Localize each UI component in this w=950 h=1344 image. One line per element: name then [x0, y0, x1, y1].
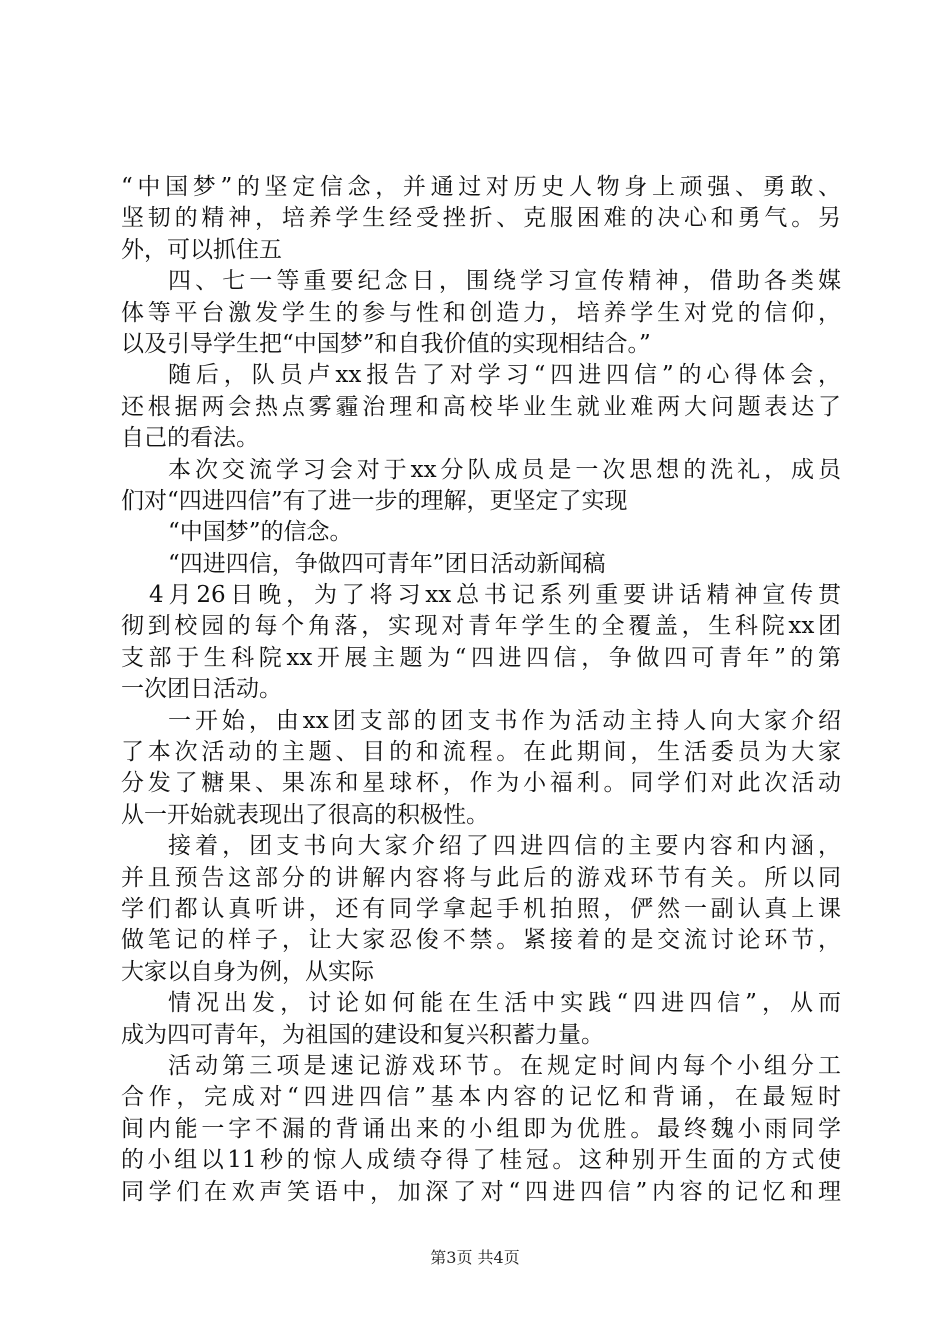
text-line: 们对“四进四信”有了进一步的理解，更坚定了实现: [121, 487, 628, 514]
text-line: 4月26日晚，为了将习xx总书记系列重要讲话精神宣传贯: [149, 582, 841, 609]
text-line: 本次交流学习会对于xx分队成员是一次思想的洗礼，成员: [168, 456, 841, 483]
text-line: 间内能一字不漏的背诵出来的小组即为优胜。最终魏小雨同学: [121, 1115, 841, 1142]
text-line: “中国梦”的信念。: [168, 519, 353, 546]
text-line: 体等平台激发学生的参与性和创造力，培养学生对党的信仰，: [121, 299, 841, 326]
text-line: “四进四信，争做四可青年”团日活动新闻稿: [168, 550, 606, 577]
page-footer: [0, 1248, 950, 1268]
text-line: 四、七一等重要纪念日，围绕学习宣传精神，借助各类媒: [168, 268, 841, 295]
text-line: 学们都认真听讲，还有同学拿起手机拍照，俨然一副认真上课: [121, 895, 841, 922]
text-line: 坚韧的精神，培养学生经受挫折、克服困难的决心和勇气。另: [121, 205, 841, 232]
text-line: 分发了糖果、果冻和星球杯，作为小福利。同学们对此次活动: [121, 770, 841, 797]
text-line: 同学们在欢声笑语中，加深了对“四进四信”内容的记忆和理: [121, 1178, 841, 1205]
text-line: 接着，团支书向大家介绍了四进四信的主要内容和内涵，: [168, 833, 841, 860]
text-line: 彻到校园的每个角落，实现对青年学生的全覆盖，生科院xx团: [121, 613, 841, 640]
text-line: 以及引导学生把“中国梦”和自我价值的实现相结合。”: [121, 330, 651, 357]
text-line: 了本次活动的主题、目的和流程。在此期间，生活委员为大家: [121, 739, 841, 766]
text-line: 并且预告这部分的讲解内容将与此后的游戏环节有关。所以同: [121, 864, 841, 891]
text-line: 情况出发，讨论如何能在生活中实践“四进四信”，从而: [168, 990, 841, 1017]
text-line: 成为四可青年，为祖国的建设和复兴积蓄力量。: [121, 1021, 604, 1048]
text-line: “中国梦”的坚定信念，并通过对历史人物身上顽强、勇敢、: [121, 174, 841, 200]
text-line: 一次团日活动。: [121, 676, 282, 703]
text-line: 的小组以11秒的惊人成绩夺得了桂冠。这种别开生面的方式使: [121, 1147, 841, 1174]
text-line: 活动第三项是速记游戏环节。在规定时间内每个小组分工: [168, 1052, 841, 1079]
text-line: 自己的看法。: [121, 425, 259, 452]
text-line: 外，可以抓住五: [121, 236, 282, 263]
text-line: 大家以自身为例，从实际: [121, 958, 374, 985]
text-line: 支部于生科院xx开展主题为“四进四信，争做四可青年”的第: [121, 644, 841, 671]
text-line: 从一开始就表现出了很高的积极性。: [121, 801, 489, 828]
text-line: 随后，队员卢xx报告了对学习“四进四信”的心得体会，: [168, 362, 841, 389]
page-number-label: 第3页 共4页: [430, 1248, 520, 1267]
text-line: 一开始，由xx团支部的团支书作为活动主持人向大家介绍: [168, 707, 841, 734]
document-body: [121, 172, 841, 1208]
text-line: 还根据两会热点雾霾治理和高校毕业生就业难两大问题表达了: [121, 393, 841, 420]
text-line: 合作，完成对“四进四信”基本内容的记忆和背诵，在最短时: [121, 1084, 841, 1111]
text-line: 做笔记的样子，让大家忍俊不禁。紧接着的是交流讨论环节，: [121, 927, 841, 954]
